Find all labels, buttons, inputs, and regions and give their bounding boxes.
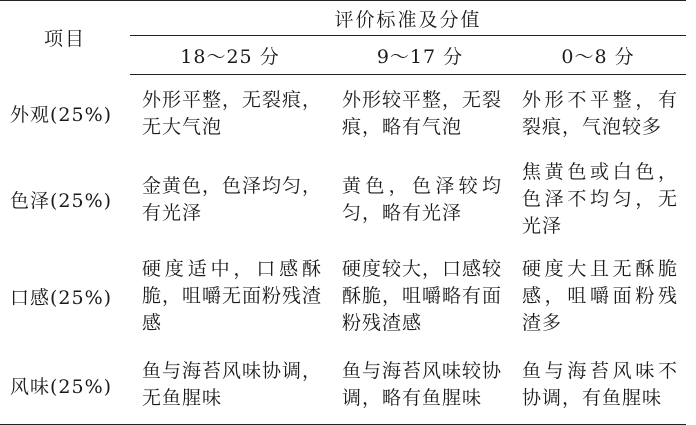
table-cell: 硬度大且无酥脆感，咀嚼面粉残渣多: [522, 257, 679, 334]
header-row-top: [0, 1, 686, 36]
row-item-label: 风味(25%): [0, 346, 130, 425]
row-item-label: 口感(25%): [10, 286, 113, 309]
table-cell: 外形较平整，无裂痕，略有气泡: [342, 89, 503, 138]
table-row-texture: [0, 246, 686, 346]
range-header-high: 18～25 分: [130, 36, 330, 75]
table-cell: 鱼与海苔风味不协调，有鱼腥味: [510, 346, 686, 425]
table-row-flavor: [0, 346, 686, 425]
table-cell: 焦黄色或白色，色泽不均匀，无光泽: [522, 161, 679, 237]
table-cell: 鱼与海苔风味协调，无鱼腥味: [130, 346, 330, 425]
table-cell: 硬度适中，口感酥脆，咀嚼无面粉残渣感: [142, 257, 323, 334]
table-cell: 黄色，色泽较均匀，略有光泽: [342, 174, 502, 224]
table-row-color: [0, 153, 686, 246]
table-cell: 硬度较大，口感较酥脆，咀嚼略有面粉残渣感: [342, 257, 503, 334]
range-header-low: 0～8 分: [510, 36, 686, 75]
table-cell: 金黄色，色泽均匀，有光泽: [142, 174, 323, 224]
range-header-mid: 9～17 分: [330, 36, 510, 75]
table-row-appearance: [0, 75, 686, 154]
table-cell: 外形平整，无裂痕，无大气泡: [142, 89, 323, 138]
item-column-header: 项目: [0, 1, 130, 75]
row-item-label: 外观(25%): [10, 104, 113, 127]
table-cell: 鱼与海苔风味较协调，略有鱼腥味: [330, 346, 510, 425]
criteria-group-header: 评价标准及分值: [130, 1, 686, 36]
row-item-label: 色泽(25%): [10, 190, 113, 212]
table-cell: 外形不平整，有裂痕，气泡较多: [522, 89, 679, 138]
